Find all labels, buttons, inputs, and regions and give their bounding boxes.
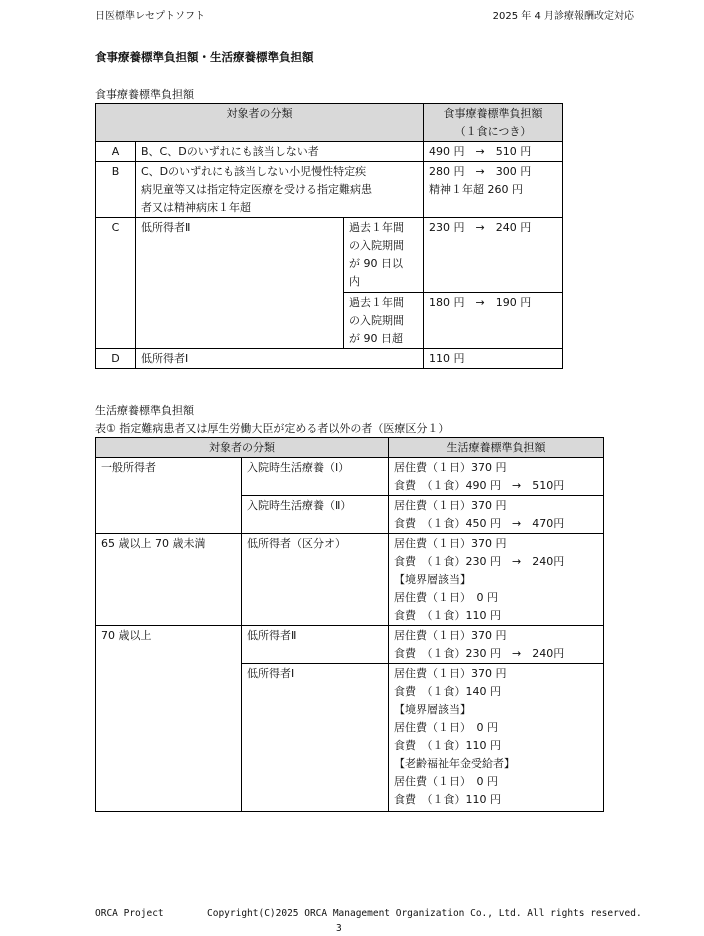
- meal-caption: 食事療養標準負担額: [95, 88, 194, 101]
- living-col-target: 対象者の分類: [96, 438, 389, 458]
- row-code: C: [96, 218, 136, 349]
- meal-col-target: 対象者の分類: [96, 104, 424, 142]
- footer-project: ORCA Project: [95, 908, 164, 919]
- row-amount: 居住費（１日）370 円 食費 （１食）450 円 → 470円: [389, 496, 604, 534]
- meal-table: [95, 103, 563, 369]
- row-desc: B、C、Dのいずれにも該当しない者: [136, 142, 424, 162]
- table-row: [96, 458, 604, 496]
- table-row: [96, 626, 604, 664]
- table-row: [96, 534, 604, 626]
- row-subgroup: 低所得者（区分オ）: [242, 534, 389, 626]
- row-group: 70 歳以上: [96, 626, 242, 812]
- row-amount: 110 円: [424, 349, 563, 369]
- row-subcondition: 過去１年間 の入院期間 が 90 日以 内: [344, 218, 424, 293]
- row-amount: 230 円 → 240 円: [424, 218, 563, 293]
- row-subgroup: 低所得者Ⅰ: [242, 664, 389, 812]
- footer-copyright: Copyright(C)2025 ORCA Management Organization Co., Ltd. All rights reserved.: [207, 908, 642, 919]
- living-table-caption: 表① 指定難病患者又は厚生労働大臣が定める者以外の者（医療区分１）: [95, 422, 450, 435]
- page-number: 3: [336, 923, 342, 934]
- table-row: [96, 142, 563, 162]
- row-amount: 180 円 → 190 円: [424, 293, 563, 349]
- header-left: 日医標準レセプトソフト: [95, 11, 205, 22]
- meal-col-amount: 食事療養標準負担額 （１食につき）: [424, 104, 563, 142]
- living-table: [95, 437, 604, 812]
- table-row: [96, 349, 563, 369]
- row-code: B: [96, 162, 136, 218]
- page-title: 食事療養標準負担額・生活療養標準負担額: [95, 50, 314, 64]
- living-caption: 生活療養標準負担額: [95, 404, 194, 417]
- row-desc: 低所得者Ⅱ: [136, 218, 344, 349]
- row-subcondition: 過去１年間 の入院期間 が 90 日超: [344, 293, 424, 349]
- row-desc: 低所得者Ⅰ: [136, 349, 424, 369]
- row-amount: 居住費（１日）370 円 食費 （１食）490 円 → 510円: [389, 458, 604, 496]
- row-desc: C、Dのいずれにも該当しない小児慢性特定疾 病児童等又は指定特定医療を受ける指定難病患 者又は精神病床１年超: [136, 162, 424, 218]
- row-amount: 490 円 → 510 円: [424, 142, 563, 162]
- row-amount: 280 円 → 300 円 精神１年超 260 円: [424, 162, 563, 218]
- living-col-amount: 生活療養標準負担額: [389, 438, 604, 458]
- row-amount: 居住費（１日）370 円 食費 （１食）230 円 → 240円 【境界層該当】 居住費（１日） 0 円 食費 （１食）110 円: [389, 534, 604, 626]
- row-subgroup: 低所得者Ⅱ: [242, 626, 389, 664]
- row-code: D: [96, 349, 136, 369]
- row-amount: 居住費（１日）370 円 食費 （１食）140 円 【境界層該当】 居住費（１日） 0 円 食費 （１食）110 円 【老齢福祉年金受給者】 居住費（１日） 0 円 食費 （１食）110 円: [389, 664, 604, 812]
- row-subgroup: 入院時生活療養（Ⅰ）: [242, 458, 389, 496]
- row-subgroup: 入院時生活療養（Ⅱ）: [242, 496, 389, 534]
- table-row: [96, 218, 563, 293]
- row-code: A: [96, 142, 136, 162]
- row-amount: 居住費（１日）370 円 食費 （１食）230 円 → 240円: [389, 626, 604, 664]
- header-right: 2025 年 4 月診療報酬改定対応: [492, 11, 634, 22]
- row-group: 65 歳以上 70 歳未満: [96, 534, 242, 626]
- table-row: [96, 162, 563, 218]
- row-group: 一般所得者: [96, 458, 242, 534]
